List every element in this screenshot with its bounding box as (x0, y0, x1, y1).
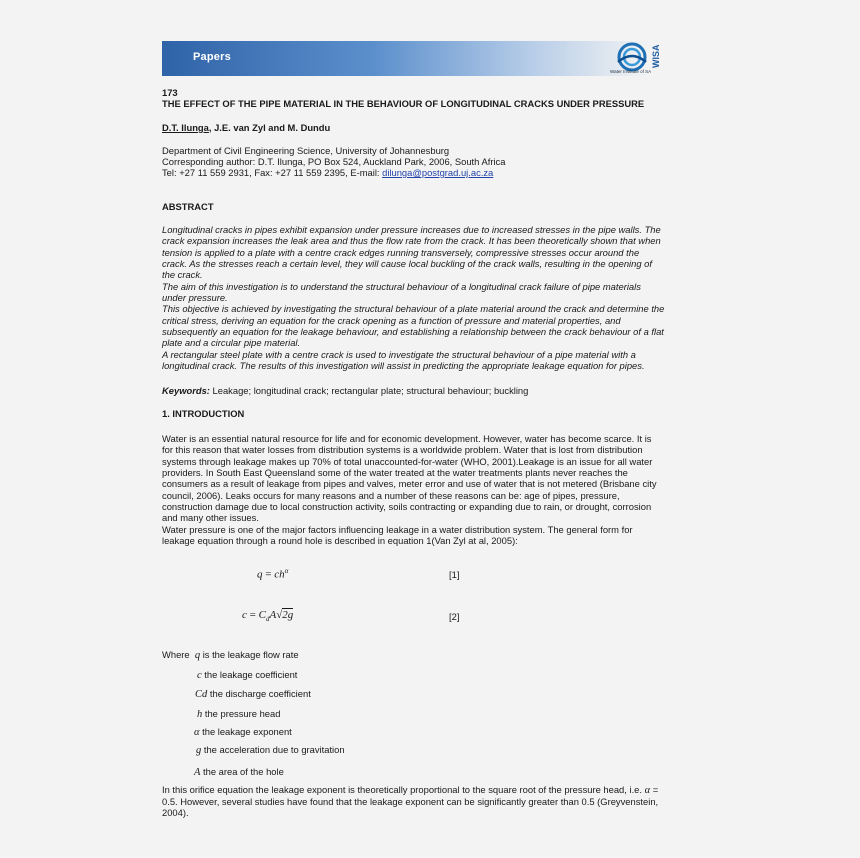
abstract-line: This objective is achieved by investigating the structural behaviour of a plate material around the crack and determine the (162, 303, 665, 315)
abstract-heading: ABSTRACT (162, 201, 214, 212)
contact-prefix: Tel: +27 11 559 2931, Fax: +27 11 559 2395, E-mail: (162, 167, 383, 178)
introduction-body (162, 433, 702, 546)
definition-g: g the acceleration due to gravitation (196, 744, 345, 756)
abstract-body (162, 224, 702, 371)
closing-line-2: 0.5. However, several studies have found that the leakage exponent can be significantly greater than 0.5 (Greyvenstein, (162, 796, 659, 807)
author-rest: , J.E. van Zyl and M. Dundu (208, 122, 331, 133)
keywords (162, 385, 528, 396)
paper-title: THE EFFECT OF THE PIPE MATERIAL IN THE BEHAVIOUR OF LONGITUDINAL CRACKS UNDER PRESSURE (162, 98, 645, 109)
equation-2: $c = C_dA√2g$ (242, 609, 294, 624)
definition-alpha: α the leakage exponent (194, 726, 292, 738)
definition-a: A the area of the hole (194, 766, 284, 778)
abstract-line: crack expansion increases the leak area and thus the flow rate from the crack. It has been theoretically shown that when (162, 235, 661, 247)
abstract-line: under pressure. (162, 292, 228, 304)
affiliation: Department of Civil Engineering Science, University of Johannesburg (162, 145, 450, 156)
abstract-line: crack. As the stresses reach a certain level, they will cause local buckling of the crack walls, resulting in the opening of (162, 258, 652, 270)
abstract-line: A rectangular steel plate with a centre crack is used to investigate the structural behaviour of a pipe material with a (162, 348, 636, 360)
intro-line: construction damage due to local construction activity, soils contracting or expanding due to rain, or drought, corrosion (162, 501, 652, 513)
paper-number: 173 (162, 87, 178, 98)
abstract-line: The aim of this investigation is to understand the structural behaviour of a longitudinal crack failure of pipe materials (162, 280, 641, 292)
equation-2-number: [2] (449, 611, 460, 622)
keywords-label: Keywords: (162, 385, 210, 396)
closing-line-3: 2004). (162, 807, 189, 818)
intro-line: for this reason that water losses from distribution systems is a worldwide problem. Water that is lost from distribution (162, 444, 643, 456)
section-label: Papers (193, 51, 231, 63)
intro-line: leakage equation through a round hole is described in equation 1(Van Zyl at al, 2005): (162, 535, 518, 547)
intro-line: council, 2006). Leaks occurs for many reasons and a number of these reasons can be: age of pipes, pressure, (162, 489, 620, 501)
definition-q: Where q is the leakage flow rate (162, 649, 299, 661)
closing-line-1: In this orifice equation the leakage exponent is theoretically proportional to the square root of the pressure head, i.e. α = (162, 784, 659, 796)
introduction-heading: 1. INTRODUCTION (162, 408, 245, 419)
definition-h: h the pressure head (197, 708, 281, 720)
equation-1: $q = ch^\alpha$ (257, 567, 289, 581)
intro-line: systems through leakage makes up 70% of total unaccounted-for-water (WHO, 2001).Leakage is an issue for all water (162, 455, 653, 467)
contact-line (162, 167, 493, 178)
abstract-line: critical stress, deriving an equation for the crack opening as a function of pressure and material properties, and (162, 314, 621, 326)
email-link[interactable]: dilunga@postgrad.uj.ac.za (382, 167, 494, 178)
abstract-line: Longitudinal cracks in pipes exhibit expansion under pressure increases due to increased stresses in the pipe walls. The (162, 224, 661, 235)
definition-c: c the leakage coefficient (197, 669, 298, 681)
intro-line: and many other issues. (162, 512, 259, 524)
intro-line: Water pressure is one of the major factors influencing leakage in a water distribution system. The general form for (162, 523, 633, 535)
intro-line: Water is an essential natural resource for life and for economic development. However, water has become scarce. It is (162, 433, 652, 444)
intro-line: consumers as a result of leakage from pipes and valves, meter error and use of water that is not metered (Brisbane city (162, 478, 657, 490)
intro-line: providers. In South East Queensland some of the water treated at the water treatments plants never reaches the (162, 467, 628, 479)
abstract-line: longitudinal crack. The results of this investigation will assist in predicting the appropriate leakage equation for pipes. (162, 360, 645, 372)
equation-1-number: [1] (449, 569, 460, 580)
corresponding-author: Corresponding author: D.T. Ilunga, PO Box 524, Auckland Park, 2006, South Africa (162, 156, 506, 167)
keywords-list: Leakage; longitudinal crack; rectangular plate; structural behaviour; buckling (209, 385, 529, 396)
abstract-line: the crack. (162, 269, 203, 281)
authors (162, 122, 330, 133)
definition-cd: Cd the discharge coefficient (195, 688, 311, 700)
logo-text: WISA (651, 44, 661, 68)
abstract-line: subsequently an equation for the leakage behaviour, and establishing a relationship between the crack behaviour of a flat (162, 326, 664, 338)
abstract-line: plate and a circular pipe material. (162, 337, 301, 349)
logo-subtitle: Water Institute of SA (610, 69, 652, 74)
abstract-line: tension is applied to a plate with a centre crack edges running transversely, compressive stresses occur around the (162, 246, 640, 258)
author-first: D.T. Ilunga (162, 122, 209, 133)
